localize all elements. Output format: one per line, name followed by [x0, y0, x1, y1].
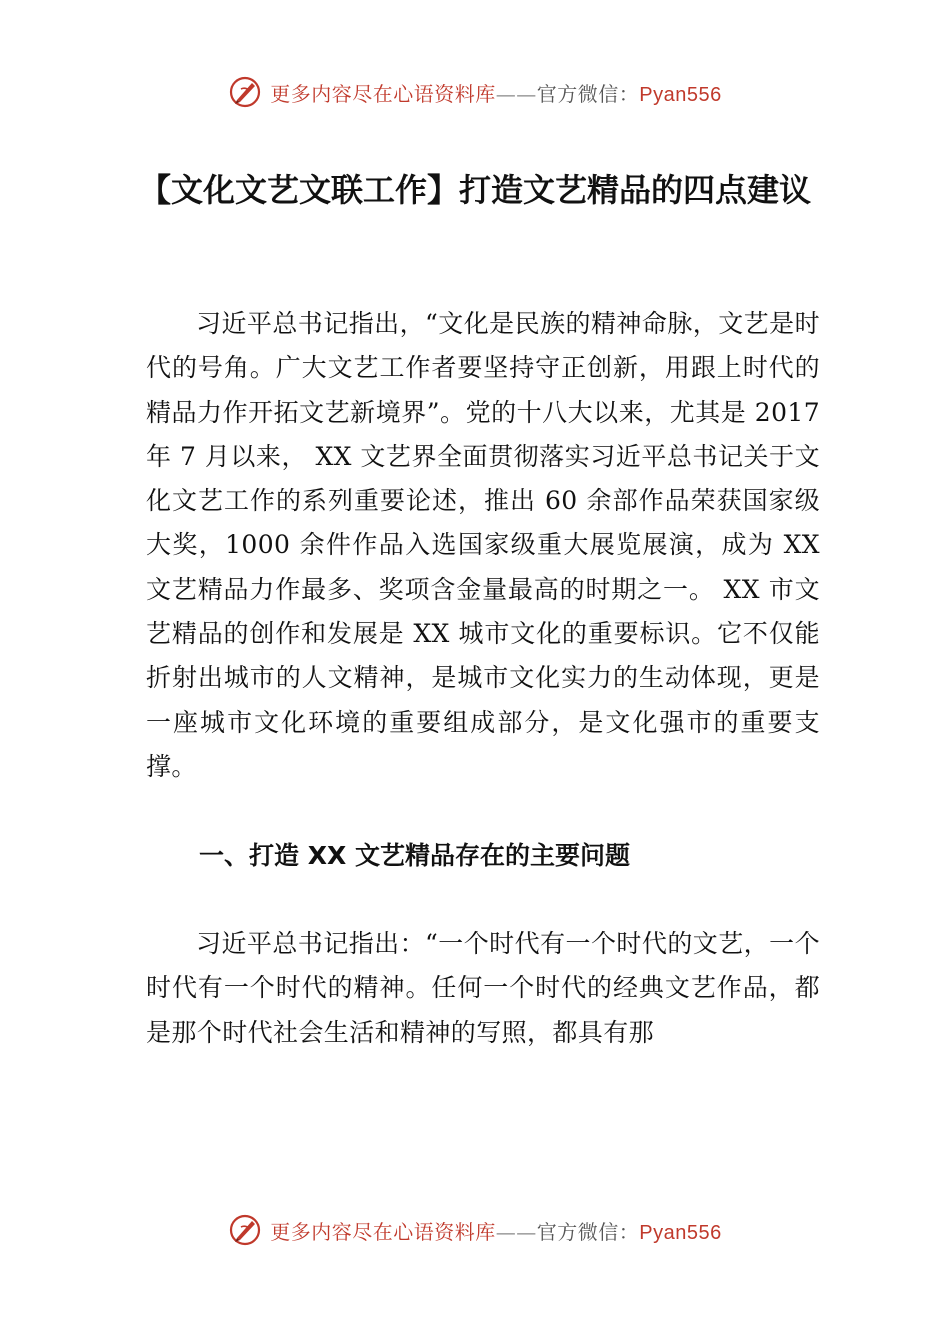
banner-wechat-id: Pyan556: [639, 1221, 722, 1244]
banner-dash: ——: [495, 1219, 537, 1244]
body-paragraph-1: 习近平总书记指出，“文化是民族的精神命脉，文艺是时代的号角。广大文艺工作者要坚持守正创新，用跟上时代的精品力作开拓文艺新境界”。党的十八大以来，尤其是 2017 年 7 月以来， XX 文艺界全面贯彻落实习近平总书记关于文化文艺工作的系列重要论述，推出 60 余部作品荣获国家级大奖，1000 余件作品入选国家级重大展览展演，成为 XX 文艺精品力作最多、奖项含金量最高的时期之一。 XX 市文艺精品的创作和发展是 XX 城市文化的重要标识。它不仅能折射出城市的人文精神，是城市文化实力的生动体现，更是一座城市文化环境的重要组成部分，是文化强市的重要支撑。: [146, 309, 820, 781]
header-banner: [0, 72, 950, 112]
banner-wechat-label: 官方微信：: [536, 81, 640, 106]
banner-site-name: 更多内容尽在心语资料库: [270, 81, 496, 106]
pen-logo-icon: [228, 75, 262, 109]
banner-site-name: 更多内容尽在心语资料库: [270, 1219, 496, 1244]
banner-wechat-id: Pyan556: [639, 83, 722, 106]
footer-banner: [0, 1210, 950, 1250]
footer-banner-text: [270, 1216, 721, 1245]
header-banner-text: [270, 78, 721, 107]
banner-dash: ——: [495, 81, 537, 106]
section-heading-1: 一、打造 XX 文艺精品存在的主要问题: [199, 841, 630, 870]
pen-logo-icon: [228, 1213, 262, 1247]
banner-wechat-label: 官方微信：: [536, 1219, 640, 1244]
document-title: 【文化文艺文联工作】打造文艺精品的四点建议: [138, 171, 811, 209]
body-paragraph-2: 习近平总书记指出：“一个时代有一个时代的文艺，一个时代有一个时代的精神。任何一个时代的经典文艺作品，都是那个时代社会生活和精神的写照，都具有那: [146, 929, 820, 1047]
